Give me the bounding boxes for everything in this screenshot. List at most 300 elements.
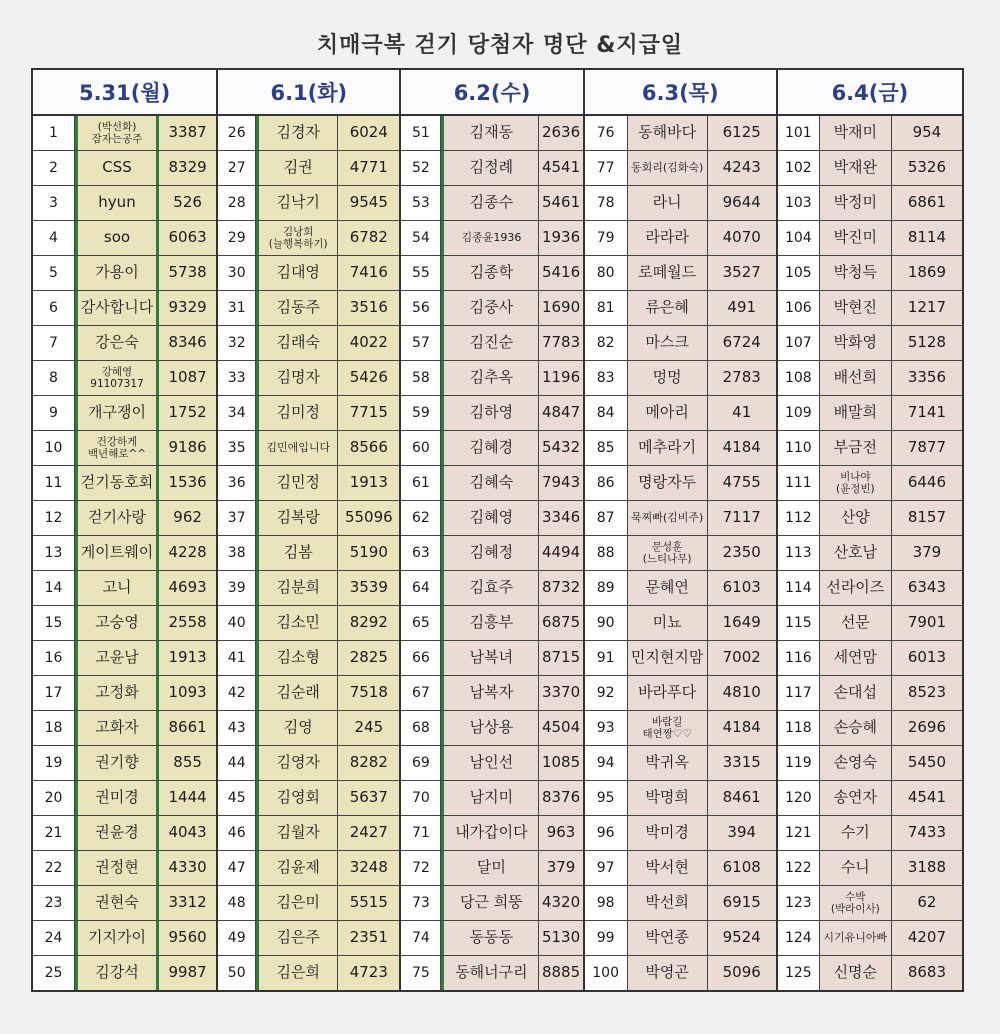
table-row: [778, 501, 962, 536]
table-row: [218, 501, 399, 536]
row-number: 94: [585, 746, 628, 780]
table-row: [778, 326, 962, 361]
winner-name: 박진미: [820, 221, 892, 255]
winner-number: 4070: [708, 221, 776, 255]
row-number: 75: [401, 956, 441, 990]
day-header: 6.3(목): [585, 70, 776, 116]
row-number: 53: [401, 186, 441, 220]
table-row: [585, 781, 776, 816]
winner-number: 2558: [159, 606, 216, 640]
winner-number: 2351: [338, 921, 399, 955]
winner-name: 남지미: [441, 781, 539, 815]
table-row: [33, 781, 216, 816]
winner-number: 4541: [892, 781, 962, 815]
winner-number: 2696: [892, 711, 962, 745]
winner-number: 6446: [892, 466, 962, 500]
winner-name: 세연맘: [820, 641, 892, 675]
row-number: 29: [218, 221, 256, 255]
winner-name: 남상용: [441, 711, 539, 745]
row-number: 65: [401, 606, 441, 640]
winner-number: 8523: [892, 676, 962, 710]
table-row: [585, 151, 776, 186]
winner-name: 김봄: [256, 536, 338, 570]
table-row: [33, 431, 216, 466]
winner-number: 4541: [539, 151, 582, 185]
table-row: [401, 361, 582, 396]
winner-number: 55096: [338, 501, 399, 535]
winner-name: 권미경: [75, 781, 159, 815]
winner-number: 1444: [159, 781, 216, 815]
row-number: 18: [33, 711, 75, 745]
winner-name: 김월자: [256, 816, 338, 850]
winner-name: CSS: [75, 151, 159, 185]
table-row: [218, 536, 399, 571]
winner-number: 4494: [539, 536, 582, 570]
row-number: 119: [778, 746, 820, 780]
row-number: 95: [585, 781, 628, 815]
winner-name: 박서현: [628, 851, 708, 885]
table-row: [218, 956, 399, 990]
table-row: [585, 326, 776, 361]
row-number: 24: [33, 921, 75, 955]
row-number: 1: [33, 116, 75, 150]
table-row: [401, 291, 582, 326]
winner-number: 4693: [159, 571, 216, 605]
winner-number: 4243: [708, 151, 776, 185]
winner-number: 3370: [539, 676, 582, 710]
row-number: 64: [401, 571, 441, 605]
winner-name: 마스크: [628, 326, 708, 360]
row-number: 9: [33, 396, 75, 430]
row-number: 121: [778, 816, 820, 850]
row-number: 105: [778, 256, 820, 290]
winner-name: 건강하게 백년해로^^: [75, 431, 159, 465]
winner-name: 신명순: [820, 956, 892, 990]
row-number: 10: [33, 431, 75, 465]
winner-number: 394: [708, 816, 776, 850]
winner-name: 박귀옥: [628, 746, 708, 780]
row-number: 81: [585, 291, 628, 325]
winner-number: 1649: [708, 606, 776, 640]
table-row: [218, 291, 399, 326]
row-number: 28: [218, 186, 256, 220]
table-row: [218, 361, 399, 396]
table-row: [218, 781, 399, 816]
table-row: [401, 396, 582, 431]
winner-name: 김혜숙: [441, 466, 539, 500]
winner-name: 문혜연: [628, 571, 708, 605]
row-number: 16: [33, 641, 75, 675]
row-number: 102: [778, 151, 820, 185]
winner-number: 6782: [338, 221, 399, 255]
winner-number: 855: [159, 746, 216, 780]
table-row: [585, 256, 776, 291]
winner-name: 고니: [75, 571, 159, 605]
winner-name: 메아리: [628, 396, 708, 430]
row-number: 58: [401, 361, 441, 395]
row-number: 88: [585, 536, 628, 570]
winner-number: 3527: [708, 256, 776, 290]
winner-number: 8661: [159, 711, 216, 745]
row-number: 21: [33, 816, 75, 850]
table-row: [401, 186, 582, 221]
winner-number: 7783: [539, 326, 582, 360]
winner-name: 김명자: [256, 361, 338, 395]
winner-name: 산호남: [820, 536, 892, 570]
table-row: [585, 921, 776, 956]
winner-number: 1196: [539, 361, 582, 395]
row-number: 125: [778, 956, 820, 990]
winner-name: 바라푸다: [628, 676, 708, 710]
table-row: [218, 116, 399, 151]
winner-name: 문성훈 (느티나무): [628, 536, 708, 570]
winner-number: 1217: [892, 291, 962, 325]
winner-name: 김미정: [256, 396, 338, 430]
winner-number: 4723: [338, 956, 399, 990]
table-row: [778, 536, 962, 571]
winner-name: 동회리(김화숙): [628, 151, 708, 185]
row-number: 101: [778, 116, 820, 150]
table-row: [585, 606, 776, 641]
row-number: 115: [778, 606, 820, 640]
row-number: 51: [401, 116, 441, 150]
winner-name: 수박 (박라이사): [820, 886, 892, 920]
winner-name: 민지현지맘: [628, 641, 708, 675]
winner-name: 걷기사랑: [75, 501, 159, 535]
winner-name: 고정화: [75, 676, 159, 710]
winner-number: 4755: [708, 466, 776, 500]
table-row: [585, 501, 776, 536]
winner-number: 8885: [539, 956, 582, 990]
table-row: [218, 256, 399, 291]
row-number: 35: [218, 431, 256, 465]
winner-number: 1913: [159, 641, 216, 675]
winner-number: 1093: [159, 676, 216, 710]
table-row: [401, 571, 582, 606]
winner-name: 김종수: [441, 186, 539, 220]
row-number: 50: [218, 956, 256, 990]
row-number: 46: [218, 816, 256, 850]
table-row: [778, 256, 962, 291]
table-row: [401, 676, 582, 711]
table-row: [778, 606, 962, 641]
winner-number: 6013: [892, 641, 962, 675]
winner-number: 1913: [338, 466, 399, 500]
row-number: 32: [218, 326, 256, 360]
table-row: [33, 256, 216, 291]
winner-name: 박영곤: [628, 956, 708, 990]
winner-number: 4184: [708, 431, 776, 465]
table-row: [33, 676, 216, 711]
winner-number: 8157: [892, 501, 962, 535]
table-row: [778, 676, 962, 711]
winner-name: 감사합니다: [75, 291, 159, 325]
winner-number: 1087: [159, 361, 216, 395]
row-number: 89: [585, 571, 628, 605]
winner-name: 라니: [628, 186, 708, 220]
table-row: [401, 151, 582, 186]
winner-name: 동해바다: [628, 116, 708, 150]
table-row: [33, 116, 216, 151]
table-row: [33, 921, 216, 956]
table-row: [218, 606, 399, 641]
row-number: 8: [33, 361, 75, 395]
winner-number: 7002: [708, 641, 776, 675]
winner-name: 박미경: [628, 816, 708, 850]
winner-number: 4847: [539, 396, 582, 430]
row-number: 37: [218, 501, 256, 535]
table-row: [401, 116, 582, 151]
winner-name: 고화자: [75, 711, 159, 745]
winner-number: 7715: [338, 396, 399, 430]
row-number: 111: [778, 466, 820, 500]
winner-number: 4504: [539, 711, 582, 745]
winner-name: 선라이즈: [820, 571, 892, 605]
table-row: [401, 886, 582, 921]
table-row: [33, 396, 216, 431]
winner-number: 7518: [338, 676, 399, 710]
winner-name: 걷기동호회: [75, 466, 159, 500]
winner-number: 7117: [708, 501, 776, 535]
table-row: [585, 431, 776, 466]
row-number: 91: [585, 641, 628, 675]
row-number: 48: [218, 886, 256, 920]
winner-name: 남인선: [441, 746, 539, 780]
winner-name: (박선화) 잠자는공주: [75, 116, 159, 150]
winner-number: 1936: [539, 221, 582, 255]
winner-name: 권윤경: [75, 816, 159, 850]
row-number: 34: [218, 396, 256, 430]
winner-number: 963: [539, 816, 582, 850]
winner-name: 김종학: [441, 256, 539, 290]
winner-name: 김진순: [441, 326, 539, 360]
row-number: 122: [778, 851, 820, 885]
winner-number: 379: [892, 536, 962, 570]
winner-number: 5461: [539, 186, 582, 220]
row-number: 85: [585, 431, 628, 465]
table-row: [401, 746, 582, 781]
day-column: [401, 70, 584, 990]
winner-number: 9524: [708, 921, 776, 955]
table-row: [218, 221, 399, 256]
row-number: 80: [585, 256, 628, 290]
winner-number: 3539: [338, 571, 399, 605]
winner-name: 로떼월드: [628, 256, 708, 290]
table-row: [585, 641, 776, 676]
row-number: 60: [401, 431, 441, 465]
winner-name: 권현숙: [75, 886, 159, 920]
winner-number: 7141: [892, 396, 962, 430]
row-number: 26: [218, 116, 256, 150]
winner-name: 비나야 (윤정빈): [820, 466, 892, 500]
winner-name: 산양: [820, 501, 892, 535]
table-row: [33, 711, 216, 746]
table-row: [401, 816, 582, 851]
winner-name: 김재동: [441, 116, 539, 150]
table-row: [401, 921, 582, 956]
table-row: [218, 396, 399, 431]
table-row: [585, 886, 776, 921]
row-number: 4: [33, 221, 75, 255]
winner-name: 게이트웨이: [75, 536, 159, 570]
winner-number: 4330: [159, 851, 216, 885]
table-row: [778, 711, 962, 746]
row-number: 69: [401, 746, 441, 780]
winner-number: 6915: [708, 886, 776, 920]
table-row: [33, 536, 216, 571]
row-number: 44: [218, 746, 256, 780]
day-column: [33, 70, 218, 990]
winner-name: 박선희: [628, 886, 708, 920]
row-number: 3: [33, 186, 75, 220]
winner-name: 개구쟁이: [75, 396, 159, 430]
table-row: [778, 431, 962, 466]
table-row: [33, 361, 216, 396]
winner-name: 박정미: [820, 186, 892, 220]
winner-number: 6063: [159, 221, 216, 255]
winner-name: 고윤남: [75, 641, 159, 675]
row-number: 20: [33, 781, 75, 815]
winner-name: 미뇨: [628, 606, 708, 640]
table-row: [33, 501, 216, 536]
winner-name: 김윤제: [256, 851, 338, 885]
winner-number: 9644: [708, 186, 776, 220]
winner-number: 7416: [338, 256, 399, 290]
winner-name: 강은숙: [75, 326, 159, 360]
row-number: 73: [401, 886, 441, 920]
winner-name: 김민애입니다: [256, 431, 338, 465]
row-number: 13: [33, 536, 75, 570]
row-number: 41: [218, 641, 256, 675]
table-row: [218, 466, 399, 501]
table-row: [401, 466, 582, 501]
winner-number: 62: [892, 886, 962, 920]
table-row: [33, 886, 216, 921]
row-number: 107: [778, 326, 820, 360]
row-number: 68: [401, 711, 441, 745]
table-row: [401, 711, 582, 746]
row-number: 40: [218, 606, 256, 640]
winner-name: 선문: [820, 606, 892, 640]
table-row: [778, 746, 962, 781]
winner-name: 김효주: [441, 571, 539, 605]
table-row: [585, 466, 776, 501]
row-number: 36: [218, 466, 256, 500]
winner-name: 김영: [256, 711, 338, 745]
table-row: [585, 956, 776, 990]
winner-name: 김영회: [256, 781, 338, 815]
table-row: [401, 536, 582, 571]
winner-name: 김래숙: [256, 326, 338, 360]
table-row: [401, 326, 582, 361]
table-row: [218, 711, 399, 746]
winner-name: 김정례: [441, 151, 539, 185]
table-row: [585, 186, 776, 221]
row-number: 104: [778, 221, 820, 255]
winner-name: 남복자: [441, 676, 539, 710]
row-number: 25: [33, 956, 75, 990]
winner-number: 4771: [338, 151, 399, 185]
table-row: [33, 151, 216, 186]
winner-name: 손영숙: [820, 746, 892, 780]
winner-name: 달미: [441, 851, 539, 885]
row-number: 118: [778, 711, 820, 745]
winner-name: 김은희: [256, 956, 338, 990]
table-row: [33, 746, 216, 781]
row-number: 33: [218, 361, 256, 395]
table-row: [585, 816, 776, 851]
row-number: 14: [33, 571, 75, 605]
row-number: 76: [585, 116, 628, 150]
row-number: 66: [401, 641, 441, 675]
winner-number: 9560: [159, 921, 216, 955]
winner-name: 송연자: [820, 781, 892, 815]
winner-name: 메추라기: [628, 431, 708, 465]
table-row: [778, 116, 962, 151]
winner-number: 41: [708, 396, 776, 430]
day-column: [218, 70, 401, 990]
winner-number: 8715: [539, 641, 582, 675]
winner-name: 류은혜: [628, 291, 708, 325]
winner-number: 2783: [708, 361, 776, 395]
winner-name: 가용이: [75, 256, 159, 290]
row-number: 71: [401, 816, 441, 850]
winner-name: 김복랑: [256, 501, 338, 535]
row-number: 67: [401, 676, 441, 710]
winner-number: 3516: [338, 291, 399, 325]
winner-number: 9545: [338, 186, 399, 220]
winner-number: 1536: [159, 466, 216, 500]
row-number: 120: [778, 781, 820, 815]
winner-name: 내가갑이다: [441, 816, 539, 850]
day-header: 5.31(월): [33, 70, 216, 116]
table-row: [778, 956, 962, 990]
row-number: 19: [33, 746, 75, 780]
table-row: [218, 921, 399, 956]
row-number: 82: [585, 326, 628, 360]
winner-name: 동해너구리: [441, 956, 539, 990]
table-row: [778, 571, 962, 606]
table-row: [585, 536, 776, 571]
row-number: 77: [585, 151, 628, 185]
row-number: 11: [33, 466, 75, 500]
winner-number: 5190: [338, 536, 399, 570]
winner-number: 8461: [708, 781, 776, 815]
winner-number: 6103: [708, 571, 776, 605]
winner-number: 7943: [539, 466, 582, 500]
winner-name: 김소형: [256, 641, 338, 675]
winner-name: 김은미: [256, 886, 338, 920]
winner-number: 7877: [892, 431, 962, 465]
winner-number: 8329: [159, 151, 216, 185]
table-row: [778, 361, 962, 396]
winner-name: 김혜정: [441, 536, 539, 570]
winner-name: hyun: [75, 186, 159, 220]
winner-number: 954: [892, 116, 962, 150]
table-row: [585, 221, 776, 256]
table-row: [33, 641, 216, 676]
row-number: 96: [585, 816, 628, 850]
row-number: 124: [778, 921, 820, 955]
row-number: 47: [218, 851, 256, 885]
row-number: 99: [585, 921, 628, 955]
winner-number: 4184: [708, 711, 776, 745]
winner-name: 김분희: [256, 571, 338, 605]
winner-name: 김혜경: [441, 431, 539, 465]
row-number: 49: [218, 921, 256, 955]
winner-number: 5096: [708, 956, 776, 990]
table-row: [401, 431, 582, 466]
